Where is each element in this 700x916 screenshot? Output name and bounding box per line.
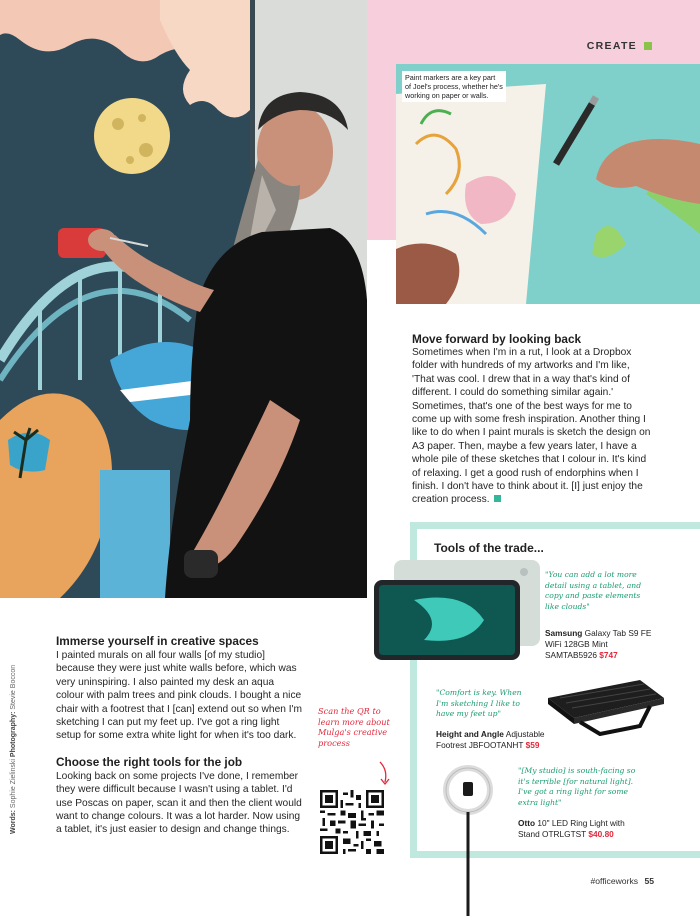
credit-words-name: Sophie Zielinski <box>10 759 17 809</box>
product-1-name: Galaxy Tab S9 FE WiFi 128GB Mint <box>545 628 652 649</box>
product-1-brand: Samsung <box>545 628 583 638</box>
product-3-name: 10" LED Ring Light with Stand <box>518 818 625 839</box>
product-1-price: $747 <box>599 650 618 660</box>
body-immerse: I painted murals on all four walls [of my studio] because they were just white walls before, which was very uninspiring. I also painted my desk an aqua colour with palm trees and pink clouds. I bought a nice chair with a footrest that I [can] extend out so when I'm sketching I can put my feet up. I've got a ring light setup for some extra white light for when it's too dark. <box>56 650 303 742</box>
article-right-column <box>412 332 654 507</box>
product-2-name: Adjustable Footrest <box>436 729 545 750</box>
product-2-code: JBFOOTANHT <box>468 740 524 750</box>
product-image-tablet[interactable] <box>374 560 542 660</box>
arrow-down-icon <box>376 760 394 788</box>
tools-title: Tools of the trade... <box>434 541 544 555</box>
credit-photo-name: Stevie Boccon <box>10 664 17 710</box>
article-left-column <box>56 634 302 837</box>
footer-brand: #officeworks <box>590 876 639 886</box>
green-square-icon <box>644 42 652 50</box>
body-move-forward-text: Sometimes when I'm in a rut, I look at a Dropbox folder with hundreds of my artworks and I'm like, 'That was cool. I drew that in a way that's kind of different. I could do something similar again.' Sometimes, that's one of the best ways for me to come up with some fresh inspiration. Another thing I like to do when I paint murals is sketch the design on A3 paper. Then, maybe a few years later, I have a whole pile of these sketches that I colour in. It's kind of relaxing. I get a good rush of endorphins when I finish. I don't have to think about it. [I] just enjoy the creation process. <box>412 347 651 506</box>
qr-scan-note: Scan the QR to learn more about Mulga's creative process <box>318 706 390 748</box>
product-3-brand: Otto <box>518 818 536 828</box>
heading-immerse: Immerse yourself in creative spaces <box>56 634 259 648</box>
end-mark-icon <box>494 495 501 502</box>
heading-choose-tools: Choose the right tools for the job <box>56 754 243 769</box>
product-3-quote: "[My studio] is south-facing so it's terrible [for natural light]. I've got a ring light for some extra light" <box>518 766 636 807</box>
page-number: 55 <box>644 876 654 886</box>
product-image-footrest[interactable] <box>540 676 666 736</box>
product-1-code: SAMTAB5926 <box>545 650 597 660</box>
product-2-brand: Height and Angle <box>436 729 504 739</box>
product-3-price: $40.80 <box>588 829 614 839</box>
product-2-quote: "Comfort is key. When I'm sketching I like to have my feet up" <box>436 688 522 719</box>
product-image-ring-light[interactable] <box>440 764 500 916</box>
product-2-description <box>436 729 564 751</box>
photo-credit <box>10 665 17 834</box>
page-footer <box>590 876 654 886</box>
photo-caption: Paint markers are a key part of Joel's process, whether he's working on paper or walls. <box>402 71 506 102</box>
heading-move-forward: Move forward by looking back <box>412 332 582 346</box>
product-3-code: OTRLGTST <box>542 829 587 839</box>
body-choose-tools: Looking back on some projects I've done, I remember they were difficult because I wasn't using a tablet. I'd use Poscas on paper, scan it and then the client would want to change colours. It was a lot harder. Now using a tablet, it's just easier to design and change things. <box>56 770 302 836</box>
main-photo-artist-painting-mural <box>0 0 367 598</box>
credit-photo-label: Photography: <box>10 711 17 758</box>
product-1-quote: "You can add a lot more detail using a tablet, and copy and paste elements like clouds" <box>545 570 642 611</box>
product-2-price: $59 <box>525 740 540 750</box>
qr-code[interactable] <box>320 790 384 854</box>
body-move-forward <box>412 346 654 507</box>
credit-words-label: Words: <box>10 810 17 834</box>
product-3-description <box>518 818 636 840</box>
product-1-description <box>545 628 655 661</box>
section-label <box>587 40 652 52</box>
section-label-text: CREATE <box>586 40 637 52</box>
